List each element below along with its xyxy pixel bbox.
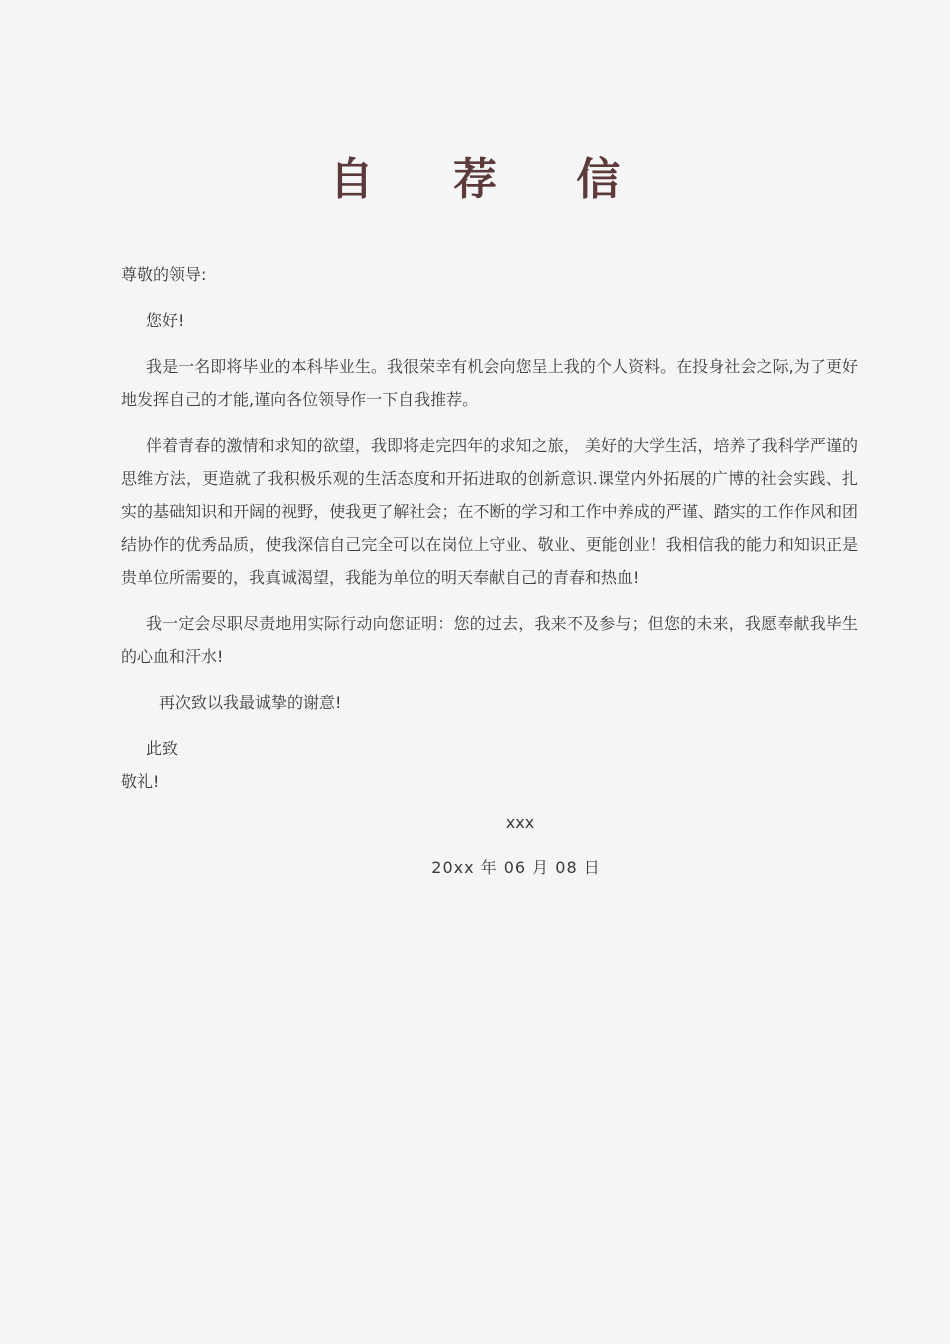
letter-date: 20xx 年 06 月 08 日 — [431, 858, 601, 877]
greeting: 您好! — [146, 311, 185, 330]
paragraph-commitment: 我一定会尽职尽责地用实际行动向您证明：您的过去，我来不及参与；但您的未来，我愿奉献我毕生的心血和汗水! — [121, 614, 858, 666]
thanks-line: 再次致以我最诚挚的谢意! — [159, 693, 342, 712]
closing-line-1: 此致 — [146, 739, 179, 758]
paragraph-qualifications: 伴着青春的激情和求知的欲望，我即将走完四年的求知之旅， 美好的大学生活，培养了我科学严谨的思维方法，更造就了我积极乐观的生活态度和开拓进取的创新意识.课堂内外拓展的广博的社会实践、扎实的基础知识和开阔的视野，使我更了解社会；在不断的学习和工作中养成的严谨、踏实的工作作风和团结协作的优秀品质，使我深信自己完全可以在岗位上守业、敬业、更能创业！我相信我的能力和知识正是贵单位所需要的，我真诚渴望，我能为单位的明天奉献自己的青春和热血! — [121, 436, 858, 587]
letter-title: 自 荐 信 — [329, 154, 653, 205]
closing-line-2: 敬礼! — [121, 772, 160, 791]
salutation: 尊敬的领导: — [121, 265, 207, 284]
paragraph-intro: 我是一名即将毕业的本科毕业生。我很荣幸有机会向您呈上我的个人资料。在投身社会之际,为了更好地发挥自己的才能,谨向各位领导作一下自我推荐。 — [121, 357, 858, 409]
signature: xxx — [505, 813, 535, 832]
letter-body — [121, 258, 858, 798]
